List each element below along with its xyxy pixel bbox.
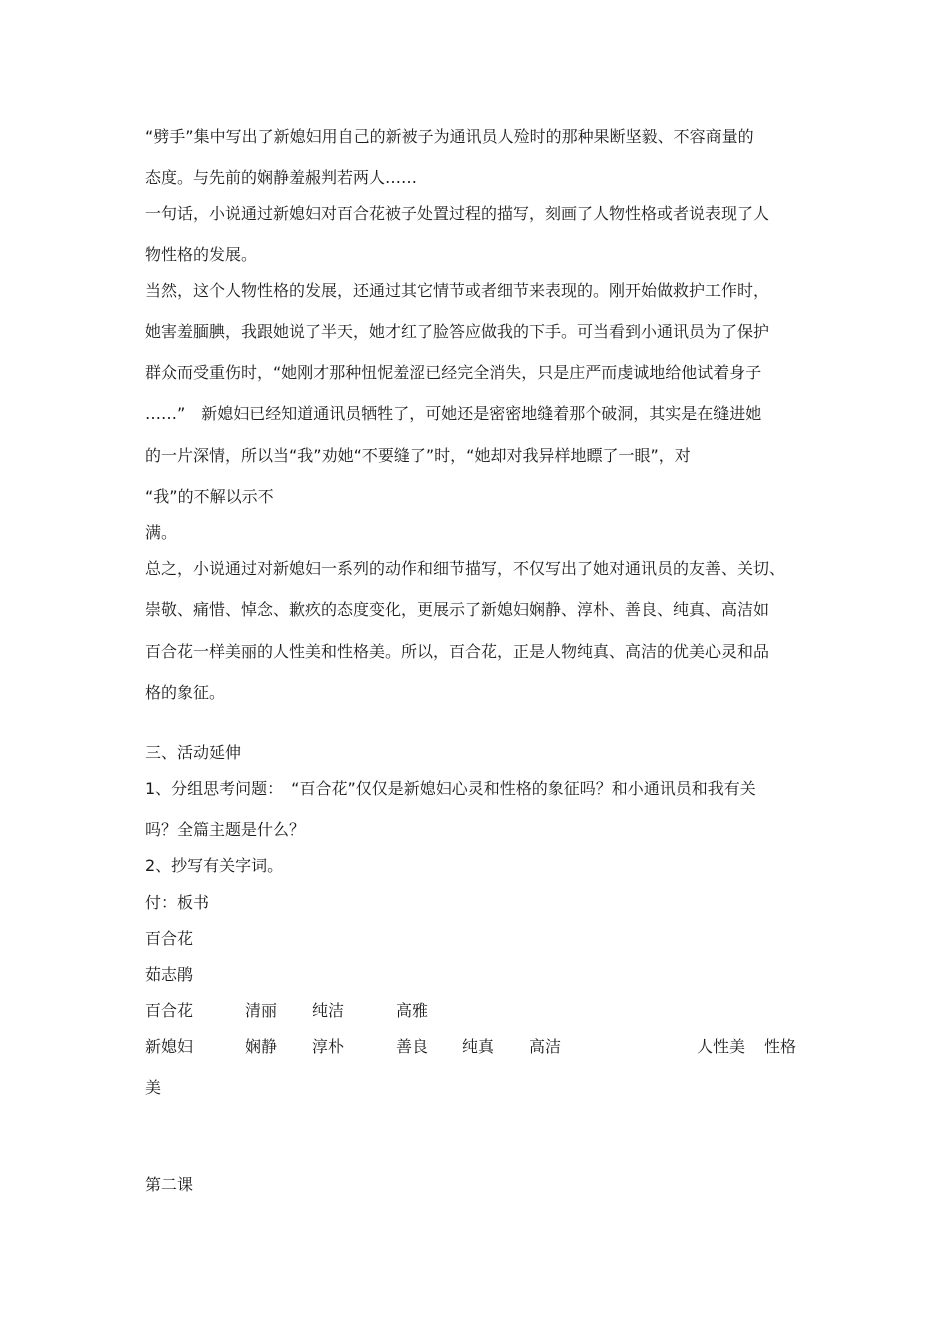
paragraph-line: 群众而受重伤时，“她刚才那种忸怩羞涩已经完全消失，只是庄严而虔诚地给他试着身子 [145, 363, 762, 382]
board-cell: 清丽 [245, 1001, 278, 1020]
paragraph-line: 态度。与先前的娴静羞赧判若两人…… [145, 168, 418, 187]
board-cell: 纯洁 [312, 1001, 345, 1020]
paragraph-line: 当然，这个人物性格的发展，还通过其它情节或者细节来表现的。刚开始做救护工作时， [145, 281, 770, 300]
board-cell: 高雅 [396, 1001, 429, 1020]
board-cell: 纯真 [462, 1037, 495, 1056]
question-line: 1、分组思考问题： “百合花”仅仅是新媳妇心灵和性格的象征吗？和小通讯员和我有关 [145, 779, 756, 798]
board-title: 百合花 [145, 929, 194, 948]
board-cell: 善良 [396, 1037, 429, 1056]
board-cell: 百合花 [145, 1001, 194, 1020]
board-cell: 新媳妇 [145, 1037, 194, 1056]
board-cell: 高洁 [529, 1037, 562, 1056]
paragraph-line: 一句话，小说通过新媳妇对百合花被子处置过程的描写，刻画了人物性格或者说表现了人 [145, 204, 770, 223]
board-label: 付：板书 [145, 893, 210, 912]
paragraph-line: 她害羞腼腆，我跟她说了半天，她才红了脸答应做我的下手。可当看到小通讯员为了保护 [145, 322, 770, 341]
board-cell: 性格 [764, 1037, 797, 1056]
paragraph-line: “劈手”集中写出了新媳妇用自己的新被子为通讯员人殓时的那种果断坚毅、不容商量的 [145, 127, 754, 146]
question-line: 吗？全篇主题是什么？ [145, 820, 306, 839]
paragraph-line: 的一片深情，所以当“我”劝她“不要缝了”时，“她却对我异样地瞟了一眼”，对 [145, 446, 691, 465]
paragraph-line: “我”的不解以示不 [145, 487, 274, 506]
next-lesson-heading: 第二课 [145, 1175, 194, 1194]
board-cell: 淳朴 [312, 1037, 345, 1056]
board-author: 茹志鹃 [145, 965, 194, 984]
board-cell: 娴静 [245, 1037, 278, 1056]
section-heading: 三、活动延伸 [145, 743, 242, 762]
paragraph-line: 满。 [145, 523, 178, 542]
paragraph-line: 总之，小说通过对新媳妇一系列的动作和细节描写，不仅写出了她对通讯员的友善、关切、 [145, 559, 786, 578]
paragraph-line: 物性格的发展。 [145, 245, 258, 264]
paragraph-line: ……” 新媳妇已经知道通讯员牺牲了，可她还是密密地缝着那个破洞，其实是在缝进她 [145, 404, 762, 423]
board-cell-wrap: 美 [145, 1078, 162, 1097]
board-cell: 人性美 [697, 1037, 746, 1056]
paragraph-line: 崇敬、痛惜、悼念、歉疚的态度变化，更展示了新媳妇娴静、淳朴、善良、纯真、高洁如 [145, 600, 770, 619]
paragraph-line: 格的象征。 [145, 683, 226, 702]
paragraph-line: 百合花一样美丽的人性美和性格美。所以，百合花，正是人物纯真、高洁的优美心灵和品 [145, 642, 770, 661]
task-line: 2、抄写有关字词。 [145, 856, 284, 875]
